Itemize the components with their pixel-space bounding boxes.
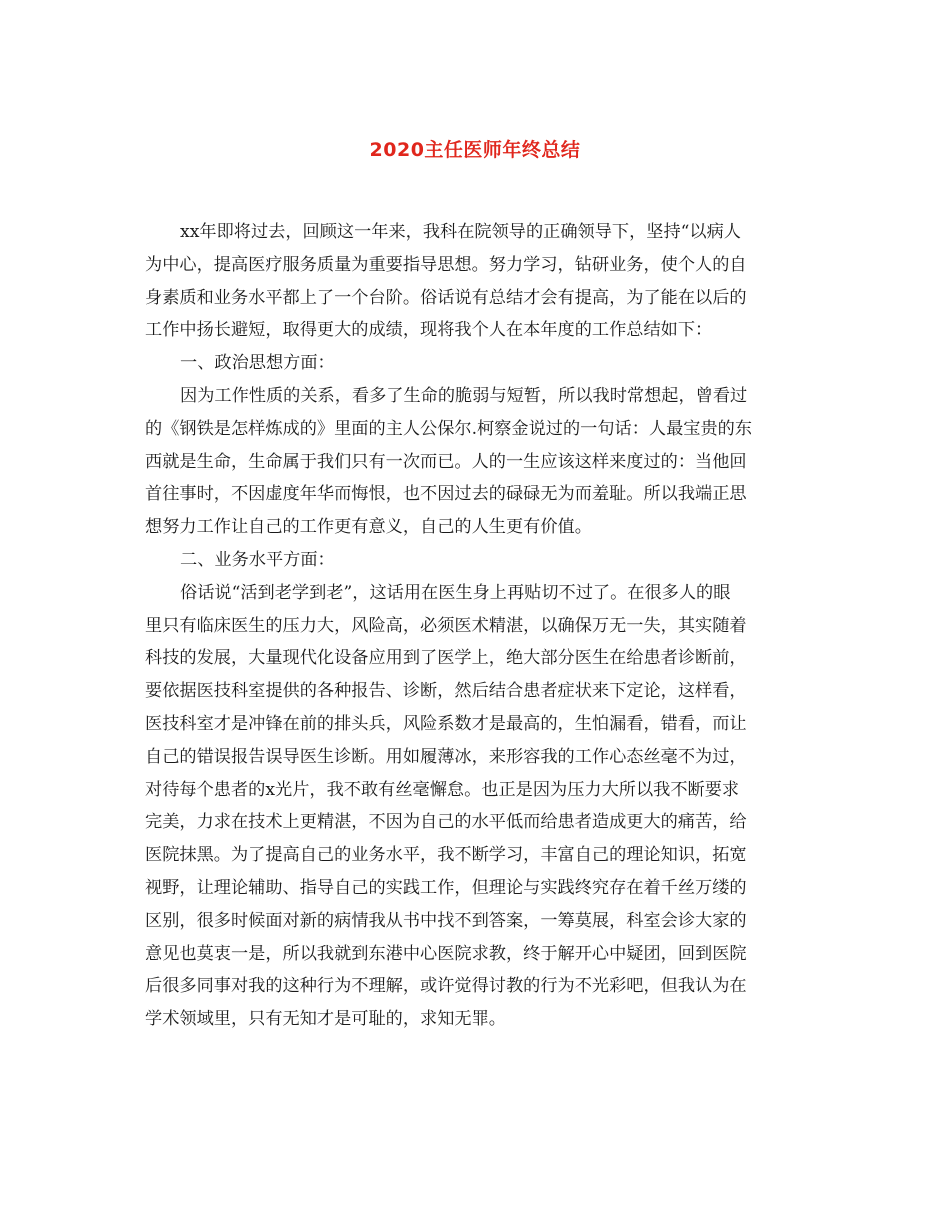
paragraph-line: 对待每个患者的x光片，我不敢有丝毫懈怠。也正是因为压力大所以我不断要求 — [145, 779, 740, 800]
paragraph-line: 俗话说“活到老学到老”，这话用在医生身上再贴切不过了。在很多人的眼 — [180, 582, 731, 603]
paragraph-line: 学术领域里，只有无知才是可耻的，求知无罪。 — [145, 1009, 506, 1030]
paragraph-line: 为中心，提高医疗服务质量为重要指导思想。努力学习，钻研业务，使个人的自 — [145, 254, 747, 275]
section-heading — [145, 347, 810, 380]
document-body — [145, 216, 810, 1036]
section-heading-text: 一、政治思想方面： — [180, 353, 335, 374]
paragraph-line: 想努力工作让自己的工作更有意义，自己的人生更有价值。 — [145, 517, 592, 538]
section-heading-text: 二、业务水平方面： — [180, 549, 335, 570]
paragraph-line: xx年即将过去，回顾这一年来，我科在院领导的正确领导下，坚持“以病人 — [180, 222, 741, 242]
paragraph-line: 区别，很多时候面对新的病情我从书中找不到答案，一筹莫展，科室会诊大家的 — [145, 910, 747, 931]
paragraph-line: 里只有临床医生的压力大，风险高，必须医术精湛，以确保万无一失，其实随着 — [145, 615, 747, 636]
paragraph-line: 要依据医技科室提供的各种报告、诊断，然后结合患者症状来下定论，这样看， — [145, 681, 747, 702]
paragraph-line: 医技科室才是冲锋在前的排头兵，风险系数才是最高的，生怕漏看，错看，而让 — [145, 713, 747, 734]
document-title: 2020主任医师年终总结 — [369, 139, 581, 161]
paragraph-line: 科技的发展，大量现代化设备应用到了医学上，绝大部分医生在给患者诊断前， — [145, 648, 747, 669]
paragraph-line: 工作中扬长避短，取得更大的成绩，现将我个人在本年度的工作总结如下： — [145, 320, 713, 341]
paragraph-line: 西就是生命，生命属于我们只有一次而已。人的一生应该这样来度过的：当他回 — [145, 451, 747, 472]
paragraph-line: 医院抹黑。为了提高自己的业务水平，我不断学习，丰富自己的理论知识，拓宽 — [145, 845, 747, 866]
body-paragraph — [145, 577, 810, 1036]
paragraph-line: 后很多同事对我的这种行为不理解，或许觉得讨教的行为不光彩吧，但我认为在 — [145, 976, 747, 997]
body-paragraph — [145, 216, 810, 347]
section-heading — [145, 544, 810, 577]
paragraph-line: 完美，力求在技术上更精湛，不因为自己的水平低而给患者造成更大的痛苦，给 — [145, 812, 747, 833]
paragraph-line: 意见也莫衷一是，所以我就到东港中心医院求教，终于解开心中疑团，回到医院 — [145, 943, 747, 964]
paragraph-line: 自己的错误报告误导医生诊断。用如履薄冰，来形容我的工作心态丝毫不为过， — [145, 746, 747, 767]
paragraph-line: 因为工作性质的关系，看多了生命的脆弱与短暂，所以我时常想起，曾看过 — [180, 385, 748, 406]
paragraph-line: 首往事时，不因虚度年华而悔恨，也不因过去的碌碌无为而羞耻。所以我端正思 — [145, 484, 747, 505]
paragraph-line: 身素质和业务水平都上了一个台阶。俗话说有总结才会有提高，为了能在以后的 — [145, 287, 747, 308]
paragraph-line: 视野，让理论辅助、指导自己的实践工作，但理论与实践终究存在着千丝万缕的 — [145, 877, 747, 898]
paragraph-line: 的《钢铁是怎样炼成的》里面的主人公保尔.柯察金说过的一句话：人最宝贵的东 — [145, 418, 753, 439]
body-paragraph — [145, 380, 810, 544]
